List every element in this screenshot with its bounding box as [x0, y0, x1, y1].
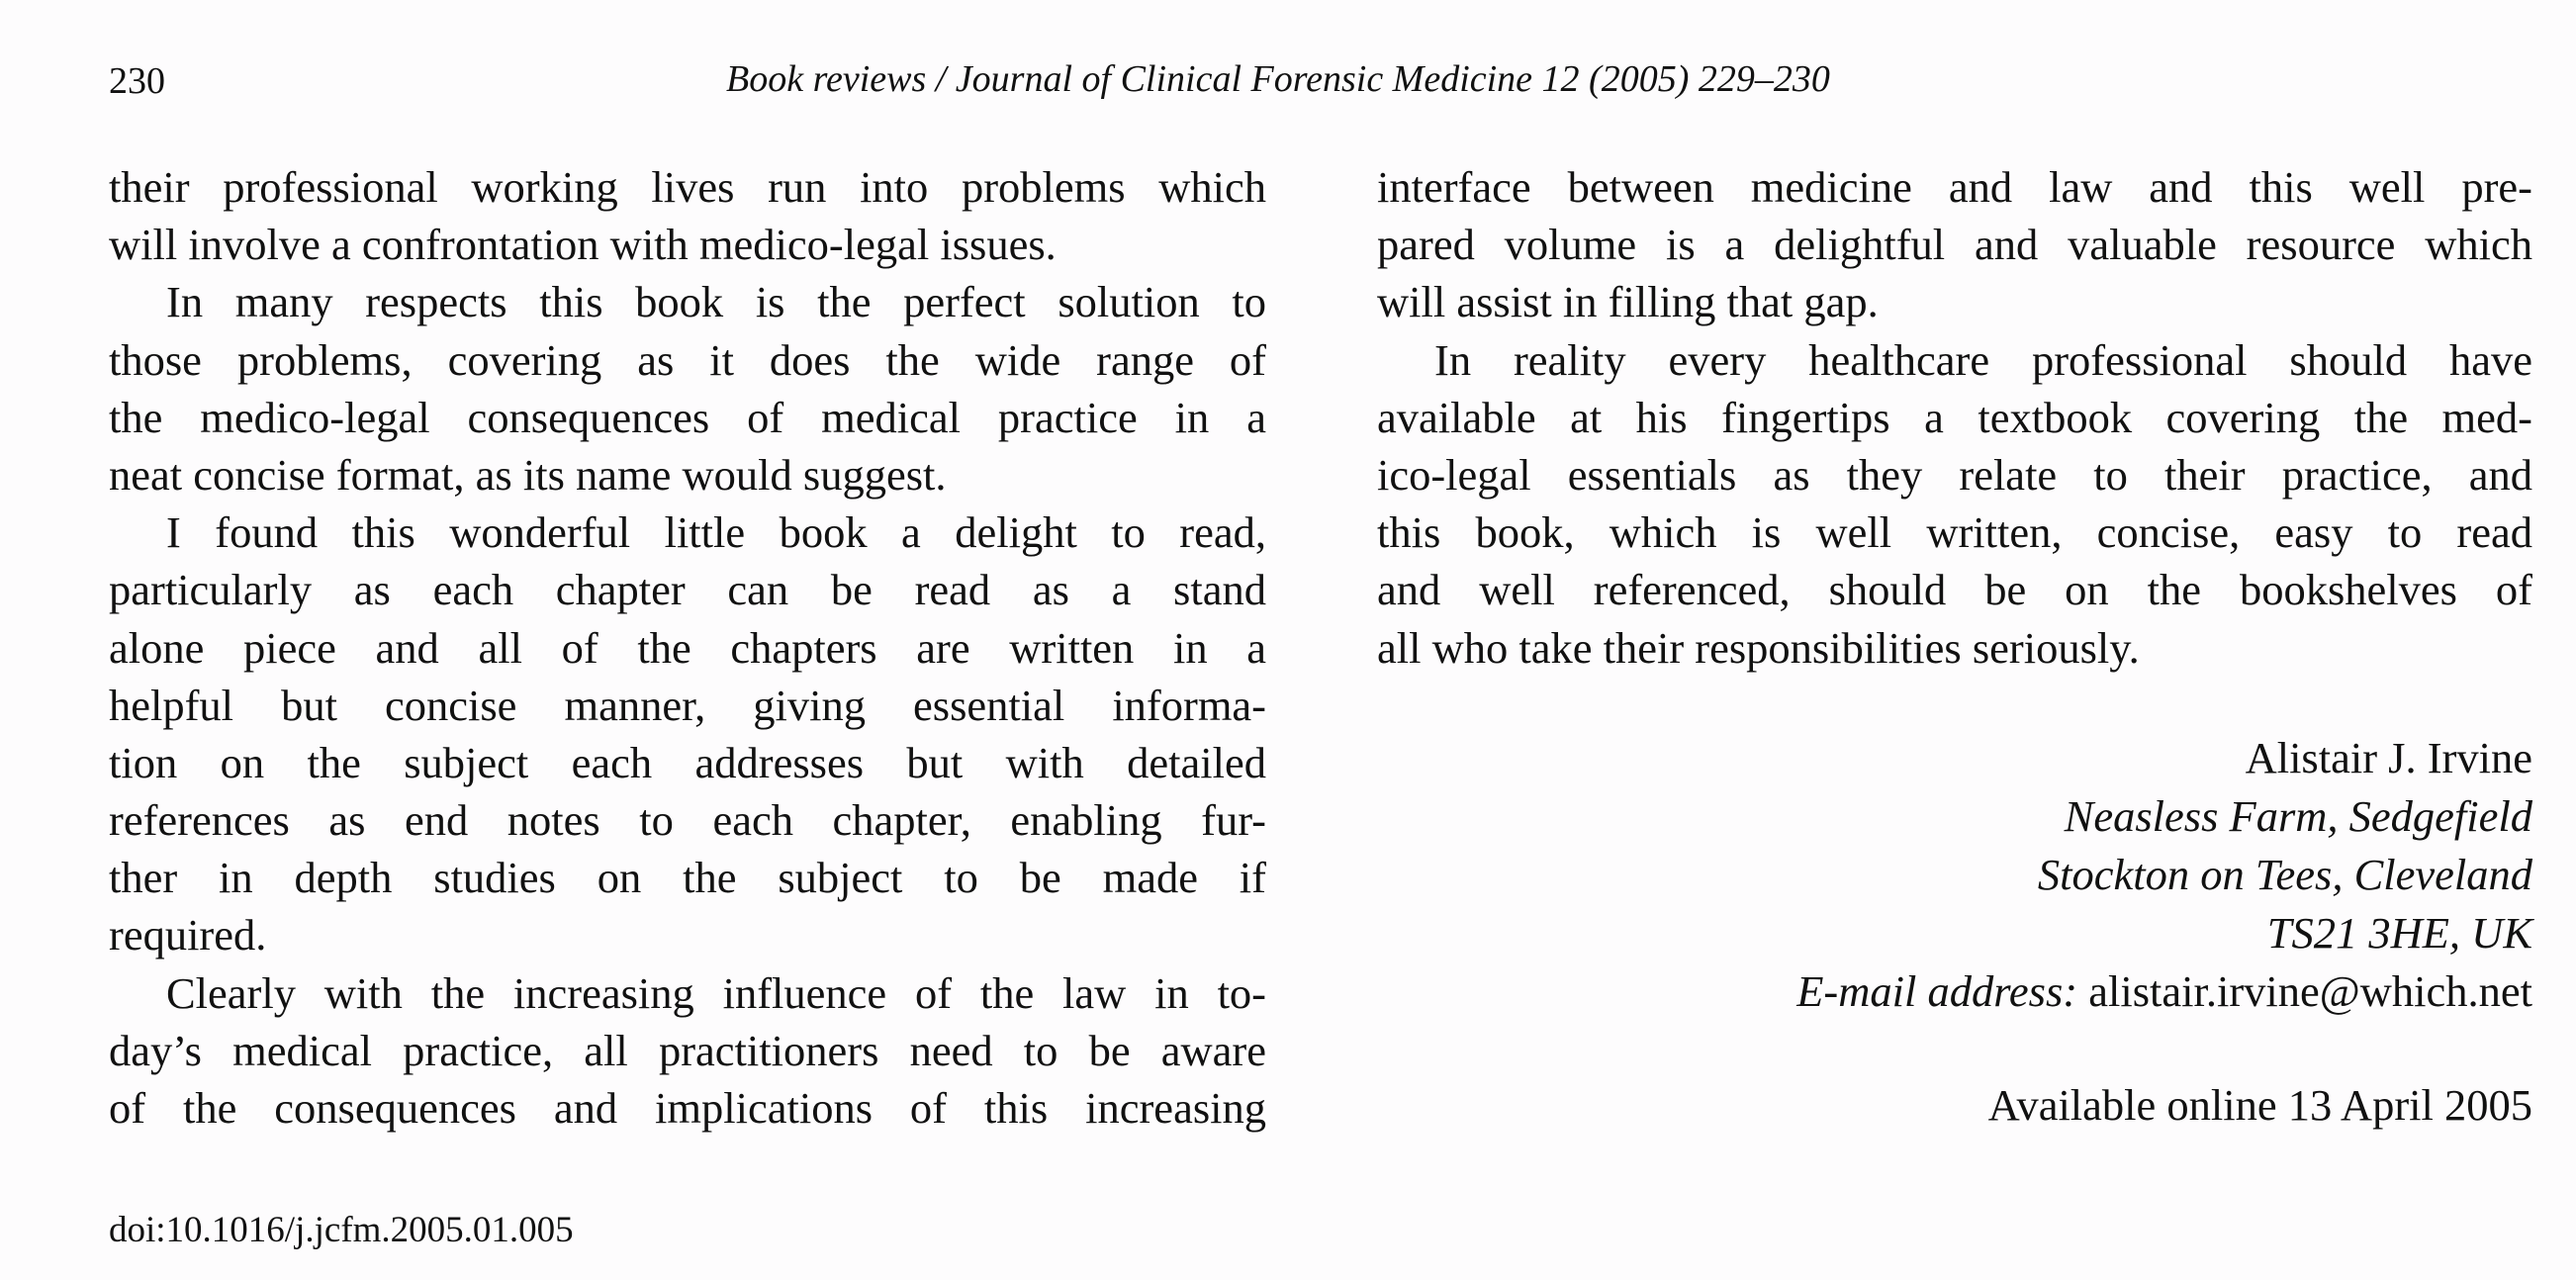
text-line: ico-legal essentials as they relate to their practice, and — [1377, 449, 2532, 500]
text-line: In many respects this book is the perfect solution to — [166, 277, 1266, 327]
page-number: 230 — [109, 60, 165, 102]
reviewer-name: Alistair J. Irvine — [2245, 733, 2532, 782]
text-line: interface between medicine and law and this well pre- — [1377, 162, 2532, 212]
text-line: this book, which is well written, concise, easy to read — [1377, 507, 2532, 558]
text-line: all who take their responsibilities seriously. — [1377, 622, 2140, 673]
text-line: day’s medical practice, all practitioners need to be aware — [109, 1025, 1266, 1075]
text-line: In reality every healthcare professional should have — [1434, 334, 2532, 385]
email-label: E-mail address: — [1796, 966, 2078, 1016]
running-header: Book reviews / Journal of Clinical Forensic Medicine 12 (2005) 229–230 — [726, 58, 1830, 100]
text-line: required. — [109, 910, 267, 960]
text-line: and well referenced, should be on the bookshelves of — [1377, 565, 2532, 615]
text-line: those problems, covering as it does the wide range of — [109, 334, 1266, 385]
text-line: pared volume is a delightful and valuable resource which — [1377, 220, 2532, 270]
text-line: of the consequences and implications of this increasing — [109, 1083, 1266, 1133]
email-address[interactable]: alistair.irvine@which.net — [2088, 966, 2532, 1016]
text-line: helpful but concise manner, giving essential informa- — [109, 680, 1266, 730]
right-column — [1377, 158, 2532, 677]
text-line: alone piece and all of the chapters are written in a — [109, 622, 1266, 673]
doi[interactable]: doi:10.1016/j.jcfm.2005.01.005 — [109, 1210, 574, 1250]
text-line: will involve a confrontation with medico-legal issues. — [109, 220, 1057, 270]
text-line: particularly as each chapter can be read as a stand — [109, 565, 1266, 615]
available-online-date: Available online 13 April 2005 — [1987, 1080, 2532, 1130]
text-line: their professional working lives run into problems which — [109, 162, 1266, 212]
text-line: neat concise format, as its name would suggest. — [109, 449, 947, 500]
text-line: the medico-legal consequences of medical practice in a — [109, 392, 1266, 442]
reviewer-email-line — [1796, 962, 2532, 1020]
text-line: references as end notes to each chapter, enabling fur- — [109, 795, 1266, 846]
text-line: will assist in filling that gap. — [1377, 277, 1879, 327]
text-line: available at his fingertips a textbook covering the med- — [1377, 392, 2532, 442]
text-line: I found this wonderful little book a delight to read, — [166, 507, 1266, 558]
text-line: ther in depth studies on the subject to be made if — [109, 853, 1266, 903]
text-line: tion on the subject each addresses but with detailed — [109, 737, 1266, 787]
reviewer-address-line-3: TS21 3HE, UK — [2266, 908, 2532, 958]
reviewer-address-line-2: Stockton on Tees, Cleveland — [2037, 850, 2532, 899]
reviewer-address-line-1: Neasless Farm, Sedgefield — [2064, 791, 2532, 841]
left-column — [109, 158, 1266, 1137]
text-line: Clearly with the increasing influence of the law in to- — [166, 967, 1266, 1018]
